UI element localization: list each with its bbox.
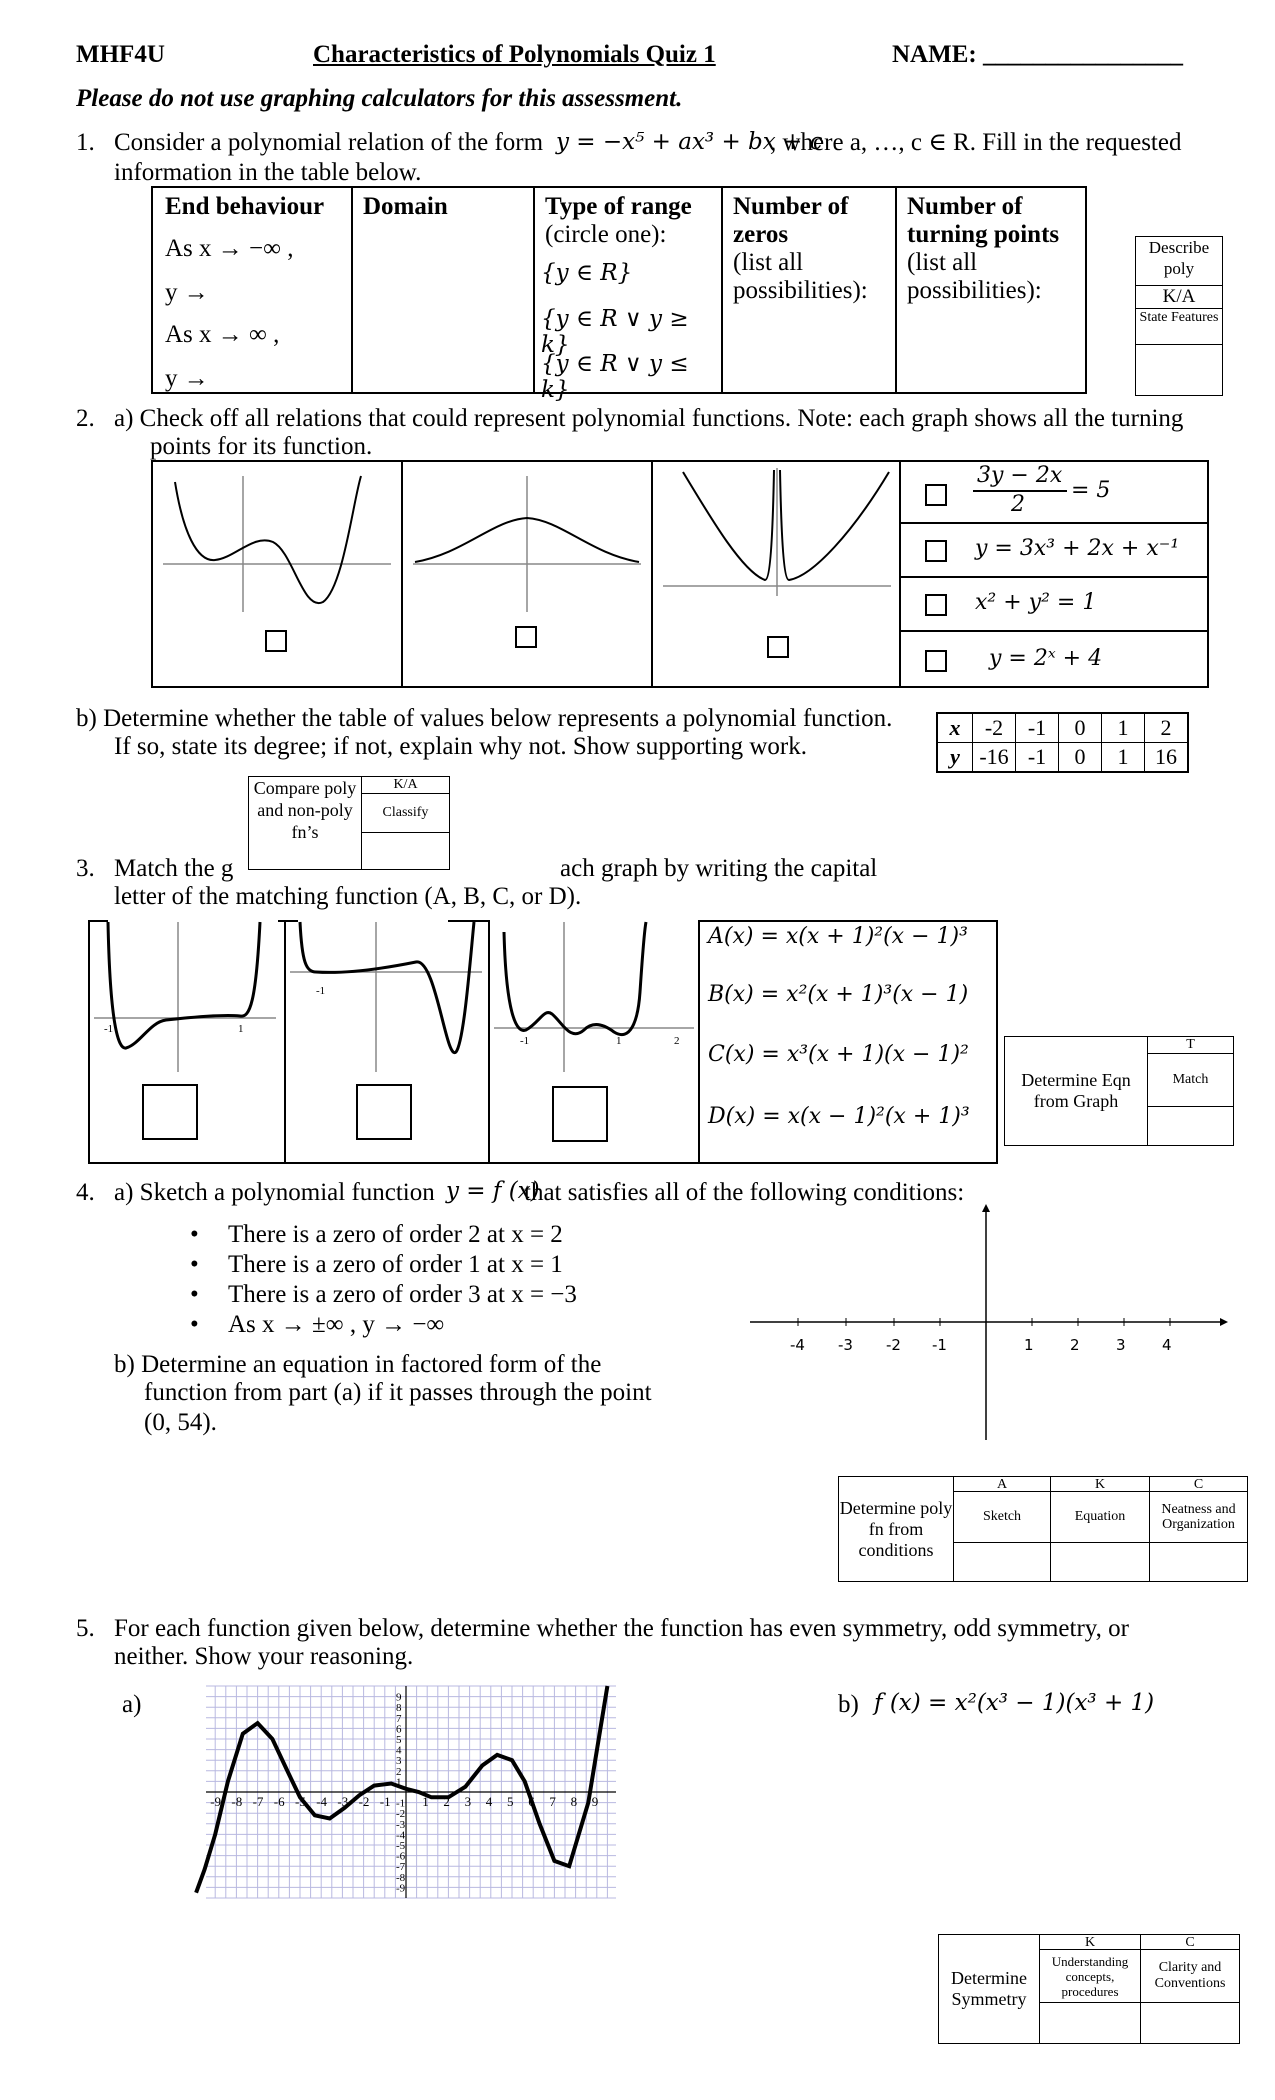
rubric-head: K bbox=[1040, 1935, 1140, 1950]
rubric-head: K bbox=[1051, 1477, 1149, 1492]
q1-table bbox=[151, 186, 1087, 403]
table-cell: 1 bbox=[1102, 743, 1145, 773]
relation-1-rhs: = 5 bbox=[1071, 478, 1111, 503]
x-tick-label: -9 bbox=[210, 1794, 222, 1809]
instruction: Please do not use graphing calculators for this assessment. bbox=[76, 85, 683, 112]
q1-text-a: Consider a polynomial relation of the form bbox=[114, 129, 544, 156]
graph-3-label: -1 bbox=[520, 1035, 530, 1047]
col-sub: possibilities): bbox=[907, 277, 1042, 304]
col-head: Domain bbox=[363, 193, 448, 220]
rubric-cell: Clarity and Conventions bbox=[1141, 1950, 1239, 2003]
graph-3-label: 2 bbox=[674, 1035, 680, 1047]
q2-graph-2-checkbox[interactable] bbox=[515, 626, 537, 648]
q5-rubric bbox=[938, 1934, 1240, 2044]
quiz-title: Characteristics of Polynomials Quiz 1 bbox=[313, 41, 716, 68]
relation-1-num: 3y − 2x bbox=[977, 463, 1063, 488]
y-tick-label: -8 bbox=[396, 1871, 406, 1884]
course-code: MHF4U bbox=[76, 41, 165, 68]
rubric-cell: Sketch bbox=[954, 1492, 1050, 1543]
q5-b-equation: f (x) = x²(x³ − 1)(x³ + 1) bbox=[874, 1690, 1155, 1716]
graph-1-label: 1 bbox=[238, 1023, 244, 1035]
q4-b-line: (0, 54). bbox=[144, 1409, 217, 1436]
q2-graph-1 bbox=[153, 462, 401, 686]
rubric-score-cell[interactable] bbox=[1136, 345, 1222, 395]
rubric-mid: K/A bbox=[1136, 286, 1222, 309]
table-cell: 2 bbox=[1145, 713, 1189, 743]
q2-relation-2-checkbox[interactable] bbox=[925, 540, 947, 562]
rubric-score-cell[interactable] bbox=[1148, 1107, 1233, 1145]
rubric-head: A bbox=[954, 1477, 1050, 1492]
y-tick-label: 7 bbox=[396, 1712, 402, 1725]
rubric-col-k bbox=[1040, 1935, 1141, 2043]
rubric-left: Compare poly and non-poly fn’s bbox=[249, 777, 362, 869]
y-tick-label: 6 bbox=[396, 1723, 402, 1736]
y-tick-label: -1 bbox=[396, 1797, 406, 1810]
q4-a-eq: y = f (x) bbox=[446, 1178, 540, 1204]
q4-rubric bbox=[838, 1476, 1248, 1582]
table-cell: 16 bbox=[1145, 743, 1189, 773]
q1-equation: y = −x⁵ + ax³ + bx + c bbox=[556, 129, 823, 155]
q1-col-turning[interactable] bbox=[895, 188, 1085, 392]
col-head: Number of bbox=[907, 193, 1023, 220]
q2-a-text: a) Check off all relations that could represent polynomial functions. Note: each graph shows all the turning bbox=[114, 405, 1184, 432]
axis-tick-label: 2 bbox=[1070, 1336, 1080, 1354]
col-head: zeros bbox=[733, 221, 789, 248]
x-tick-label: 5 bbox=[507, 1794, 514, 1809]
q2-graph-3-checkbox[interactable] bbox=[767, 636, 789, 658]
y-tick-label: 9 bbox=[396, 1691, 402, 1704]
y-tick-label: -2 bbox=[396, 1808, 406, 1821]
range-option[interactable]: {y ∈ R ∨ y ≥ k} bbox=[541, 306, 689, 358]
rubric-cell: Neatness and Organization bbox=[1150, 1492, 1247, 1543]
y-tick-label: 2 bbox=[396, 1765, 402, 1778]
end-line: As x → −∞ , bbox=[165, 235, 294, 262]
q5-a-label: a) bbox=[122, 1691, 142, 1718]
q3-text-c: letter of the matching function (A, B, C, or D). bbox=[114, 883, 582, 910]
rubric-top: Describe poly bbox=[1136, 237, 1222, 286]
rubric-score-cell[interactable] bbox=[1141, 2003, 1239, 2043]
axis-tick-label: -1 bbox=[932, 1336, 947, 1354]
q1-col-zeros[interactable] bbox=[721, 188, 897, 392]
q3-graph-1 bbox=[90, 922, 284, 1082]
axis-tick-label: 4 bbox=[1162, 1336, 1172, 1354]
range-option[interactable]: {y ∈ R ∨ y ≤ k} bbox=[541, 351, 689, 403]
q2-relation-3-checkbox[interactable] bbox=[925, 594, 947, 616]
q4-sketch-axes[interactable] bbox=[750, 1204, 1224, 1440]
q4-number: 4. bbox=[76, 1179, 95, 1206]
x-tick-label: 7 bbox=[549, 1794, 556, 1809]
end-line: y → bbox=[165, 279, 209, 306]
table-cell: -2 bbox=[973, 713, 1016, 743]
y-tick-label: -7 bbox=[396, 1861, 406, 1874]
table-cell: -1 bbox=[1016, 713, 1059, 743]
y-tick-label: -4 bbox=[396, 1829, 406, 1842]
q2-b-text2: If so, state its degree; if not, explain why not. Show supporting work. bbox=[114, 733, 807, 760]
axis-tick-label: -4 bbox=[790, 1336, 805, 1354]
table-cell: 0 bbox=[1059, 713, 1102, 743]
rubric-head: C bbox=[1150, 1477, 1247, 1492]
rubric-head: C bbox=[1141, 1935, 1239, 1950]
rubric-head: T bbox=[1148, 1037, 1233, 1054]
q2-values-table bbox=[936, 712, 1189, 773]
table-cell: -1 bbox=[1016, 743, 1059, 773]
graph-3-label: 1 bbox=[616, 1035, 622, 1047]
q1-col-end-behaviour bbox=[153, 188, 353, 392]
relation-2: y = 3x³ + 2x + x⁻¹ bbox=[975, 536, 1180, 561]
x-tick-label: -6 bbox=[273, 1794, 285, 1809]
q2-grid bbox=[151, 460, 1209, 688]
col-sub: (list all bbox=[907, 249, 978, 276]
col-head: Type of range bbox=[545, 193, 692, 220]
x-tick-label: 9 bbox=[591, 1794, 599, 1809]
q3-rubric bbox=[1004, 1036, 1234, 1146]
x-tick-label: -1 bbox=[379, 1794, 391, 1809]
graph-1-label: -1 bbox=[104, 1023, 114, 1035]
x-tick-label: 6 bbox=[528, 1794, 535, 1809]
col-head: turning points bbox=[907, 221, 1060, 248]
rubric-left: Determine Symmetry bbox=[939, 1935, 1040, 2043]
table-cell: 1 bbox=[1102, 713, 1145, 743]
q5-number: 5. bbox=[76, 1615, 95, 1642]
q4-a-text: a) Sketch a polynomial function bbox=[114, 1179, 435, 1206]
rubric-cell: Classify bbox=[362, 794, 449, 833]
axis-tick-label: 1 bbox=[1024, 1336, 1034, 1354]
q2-relation-1-checkbox[interactable] bbox=[925, 484, 947, 506]
bullet-text: There is a zero of order 1 at x = 1 bbox=[228, 1251, 563, 1278]
axis-tick-label: 3 bbox=[1116, 1336, 1126, 1354]
q5-text2: neither. Show your reasoning. bbox=[114, 1643, 414, 1670]
rubric-cell: Understanding concepts, procedures bbox=[1040, 1950, 1140, 2003]
col-head: Number of bbox=[733, 193, 849, 220]
q2-graph-2 bbox=[403, 462, 651, 686]
y-tick-label: 3 bbox=[396, 1755, 402, 1768]
rubric-head: K/A bbox=[362, 777, 449, 794]
q3-text-a: Match the g bbox=[114, 855, 234, 882]
q3-answer-box-2[interactable] bbox=[356, 1084, 412, 1140]
y-tick-label: -9 bbox=[396, 1882, 406, 1895]
rubric-bottom: State Features bbox=[1136, 309, 1222, 345]
col-sub: possibilities): bbox=[733, 277, 868, 304]
y-tick-label: -3 bbox=[396, 1818, 406, 1831]
x-tick-label: 1 bbox=[422, 1794, 429, 1809]
table-cell: 0 bbox=[1059, 743, 1102, 773]
end-line: y → bbox=[165, 365, 209, 392]
rubric-col-c bbox=[1150, 1477, 1247, 1581]
bullet-text: As x → ±∞ , y → −∞ bbox=[228, 1311, 445, 1338]
rubric-score-cell[interactable] bbox=[362, 833, 449, 869]
name-field[interactable]: NAME: ________________ bbox=[892, 41, 1183, 68]
q3-function-d: D(x) = x(x − 1)²(x + 1)³ bbox=[708, 1104, 970, 1129]
y-tick-label: 5 bbox=[396, 1734, 402, 1746]
q1-col-domain[interactable] bbox=[351, 188, 535, 392]
end-line: As x → ∞ , bbox=[165, 321, 280, 348]
range-option[interactable]: {y ∈ R} bbox=[541, 260, 633, 286]
rubric-left: Determine Eqn from Graph bbox=[1005, 1037, 1148, 1145]
q5-graph bbox=[206, 1686, 616, 1898]
y-tick-label: -6 bbox=[396, 1850, 406, 1863]
q4-b-line: b) Determine an equation in factored form of the bbox=[114, 1351, 602, 1378]
table-y-label: y bbox=[937, 743, 973, 773]
q3-function-b: B(x) = x²(x + 1)³(x − 1) bbox=[708, 982, 969, 1007]
relation-1-den: 2 bbox=[1011, 492, 1025, 517]
rubric-score-cell[interactable] bbox=[1040, 2003, 1140, 2043]
x-tick-label: -8 bbox=[231, 1794, 243, 1809]
bullet-text: There is a zero of order 2 at x = 2 bbox=[228, 1221, 563, 1248]
x-tick-label: -7 bbox=[252, 1794, 264, 1809]
rubric-score-cell[interactable] bbox=[954, 1543, 1050, 1581]
q3-grid bbox=[88, 920, 998, 1164]
col-sub: (list all bbox=[733, 249, 804, 276]
y-tick-label: 1 bbox=[396, 1776, 402, 1789]
q4-a-text2: that satisfies all of the following conditions: bbox=[524, 1179, 965, 1206]
col-head: End behaviour bbox=[165, 193, 325, 220]
q2-graph-1-checkbox[interactable] bbox=[265, 630, 287, 652]
q2-b-text: b) Determine whether the table of values below represents a polynomial function. bbox=[76, 705, 893, 732]
rubric-col-a bbox=[954, 1477, 1051, 1581]
axis-tick-label: -2 bbox=[886, 1336, 901, 1354]
x-tick-label: -2 bbox=[358, 1794, 370, 1809]
q2-rubric bbox=[248, 776, 450, 870]
y-tick-label: 8 bbox=[396, 1702, 402, 1715]
q3-graph-2 bbox=[286, 922, 488, 1082]
col-sub: (circle one): bbox=[545, 221, 667, 248]
q3-number: 3. bbox=[76, 855, 95, 882]
q1-text-c: information in the table below. bbox=[114, 159, 422, 186]
y-tick-label: 4 bbox=[396, 1744, 402, 1757]
y-tick-label: -5 bbox=[396, 1840, 406, 1852]
q3-function-a: A(x) = x(x + 1)²(x − 1)³ bbox=[708, 924, 968, 949]
table-cell: -16 bbox=[973, 743, 1016, 773]
x-tick-label: 4 bbox=[485, 1794, 493, 1809]
q2-relation-4-checkbox[interactable] bbox=[925, 650, 947, 672]
x-tick-label: -4 bbox=[316, 1794, 328, 1809]
q3-graph-3 bbox=[490, 922, 698, 1082]
q1-number: 1. bbox=[76, 129, 95, 156]
rubric-col-c bbox=[1141, 1935, 1239, 2043]
rubric-cell: Equation bbox=[1051, 1492, 1149, 1543]
x-tick-label: 8 bbox=[570, 1794, 578, 1809]
bullet-text: There is a zero of order 3 at x = −3 bbox=[228, 1281, 577, 1308]
q5-b-label: b) bbox=[838, 1691, 859, 1718]
rubric-cell: Match bbox=[1148, 1054, 1233, 1107]
rubric-left: Determine poly fn from conditions bbox=[839, 1477, 954, 1581]
axis-tick-label: -3 bbox=[838, 1336, 853, 1354]
x-tick-label: 2 bbox=[443, 1794, 450, 1809]
q4-b-line: function from part (a) if it passes through the point bbox=[144, 1379, 652, 1406]
relation-3: x² + y² = 1 bbox=[975, 590, 1097, 615]
q2-number: 2. bbox=[76, 405, 95, 432]
q1-text-b: , where a, …, c ∈ R. Fill in the requested bbox=[770, 129, 1182, 156]
rubric-col-k bbox=[1051, 1477, 1150, 1581]
q5-text: For each function given below, determine whether the function has even symmetry, odd symmetry, or bbox=[114, 1615, 1129, 1642]
table-x-label: x bbox=[937, 713, 973, 743]
graph-2-label: -1 bbox=[316, 985, 326, 997]
x-tick-label: 3 bbox=[464, 1794, 472, 1809]
relation-4: y = 2ˣ + 4 bbox=[989, 646, 1103, 671]
q1-rubric bbox=[1135, 236, 1223, 396]
q3-answer-box-1[interactable] bbox=[142, 1084, 198, 1140]
x-tick-label: -5 bbox=[295, 1794, 306, 1809]
q2-a-text2: points for its function. bbox=[150, 433, 373, 460]
q1-col-range bbox=[533, 188, 723, 403]
q3-function-c: C(x) = x³(x + 1)(x − 1)² bbox=[708, 1042, 969, 1067]
q3-answer-box-3[interactable] bbox=[552, 1086, 608, 1142]
x-tick-label: -3 bbox=[337, 1794, 349, 1809]
rubric-score-cell[interactable] bbox=[1051, 1543, 1149, 1581]
q3-text-b: ach graph by writing the capital bbox=[560, 855, 878, 882]
rubric-score-cell[interactable] bbox=[1150, 1543, 1247, 1581]
